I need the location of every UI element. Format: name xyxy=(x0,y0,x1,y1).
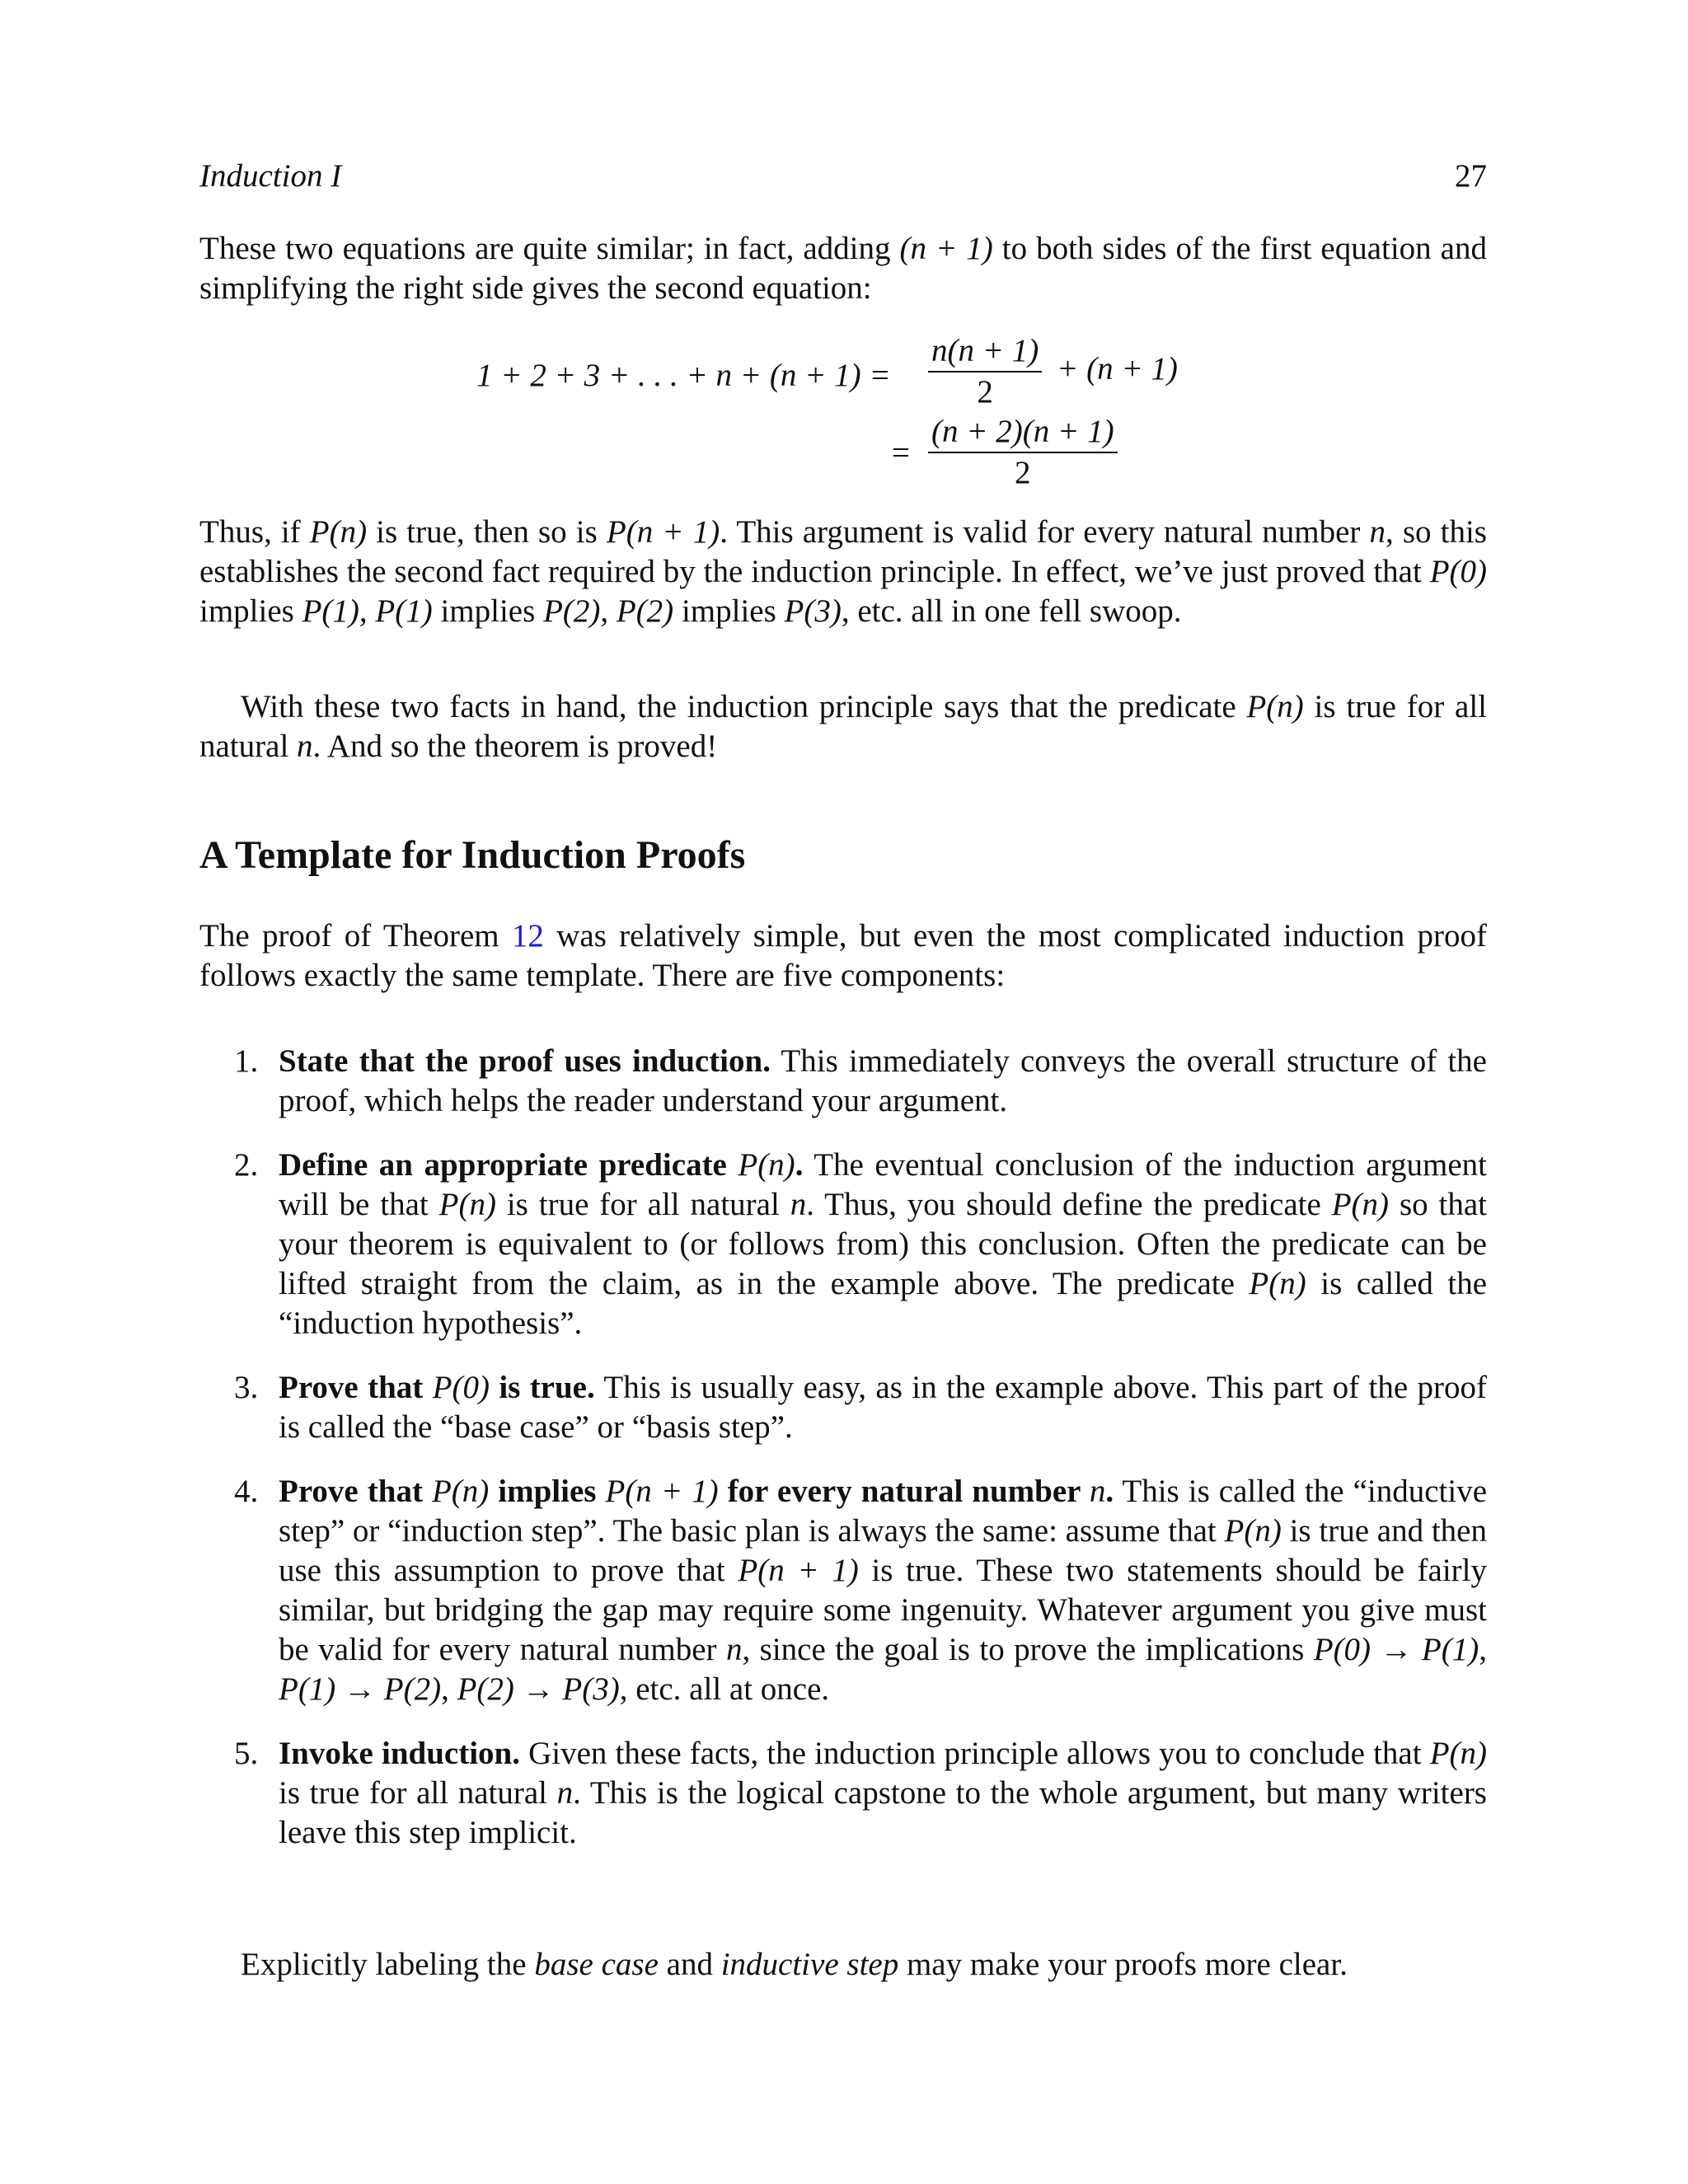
intro-paragraph: These two equations are quite similar; in fact, adding (n + 1) to both sides of the first equation and simplifying the right side gives the second equation: xyxy=(199,231,1487,306)
paragraph-with: With these two facts in hand, the induction principle says that the predicate P(n) is true for all natural n. And so the theorem is proved! xyxy=(199,689,1487,764)
chapter-title: Induction I xyxy=(199,158,342,194)
section-heading: A Template for Induction Proofs xyxy=(199,833,746,877)
list-item: 4. Prove that P(n) implies P(n + 1) for every natural number n. This is called the “inductive step” or “induction step”. The basic plan is always the same: assume that P(n) is true and then use this assumption to prove that P(n + 1) is true. These two statements should be fairly similar, but bridging the gap may require some ingenuity. Whatever argument you give must be valid for every natural number n, since the goal is to prove the implications P(0) → P(1), P(1) → P(2), P(2) → P(3), etc. all at once. xyxy=(234,1474,1488,1707)
page-number: 27 xyxy=(1455,158,1487,194)
paragraph-template: The proof of Theorem 12 was relatively simple, but even the most complicated induction proof follows exactly the same template. There are five components: xyxy=(199,918,1487,993)
list-item: 3. Prove that P(0) is true. This is usually easy, as in the example above. This part of the proof is called the “base case” or “basis step”. xyxy=(234,1370,1487,1445)
steps-list xyxy=(199,1042,1487,1877)
running-header xyxy=(199,157,1487,198)
fraction-2: $\frac{(n + 2)(n + 1)}{2}$ xyxy=(928,412,1118,493)
equation-rhs-line2 xyxy=(928,412,1118,493)
paragraph-thus: Thus, if P(n) is true, then so is P(n + 1). This argument is valid for every natural number n, so this establishes the second fact required by the induction principle. In effect, we’ve just proved that P(0) implies P(1), P(1) implies P(2), P(2) implies P(3), etc. all in one fell swoop. xyxy=(199,514,1487,629)
list-item: 5. Invoke induction. Given these facts, the induction principle allows you to conclude that P(n) is true for all natural n. This is the logical capstone to the whole argument, but many writers leave this step implicit. xyxy=(234,1736,1487,1850)
theorem-link[interactable]: 12 xyxy=(511,918,544,954)
equation-lhs: 1 + 2 + 3 + . . . + n + (n + 1) = xyxy=(476,358,891,393)
list-item: 2. Define an appropriate predicate P(n). The eventual conclusion of the induction argument will be that P(n) is true for all natural n. Thus, you should define the predicate P(n) so that your theorem is equivalent to (or follows from) this conclusion. Often the predicate can be lifted straight from the claim, as in the example above. The predicate P(n) is called the “induction hypothesis”. xyxy=(234,1147,1487,1341)
closing-paragraph: Explicitly labeling the base case and inductive step may make your proofs more clear. xyxy=(241,1947,1348,1982)
list-item: 1. State that the proof uses induction. This immediately conveys the overall structure of the proof, which helps the reader understand your argument. xyxy=(234,1043,1487,1118)
equation-equals-2: = xyxy=(892,435,910,471)
equation-rhs-line1: $\frac{n(n + 1)}{2}$ + (n + 1) xyxy=(928,331,1178,412)
fraction-1: $\frac{n(n + 1)}{2}$ xyxy=(928,331,1042,412)
